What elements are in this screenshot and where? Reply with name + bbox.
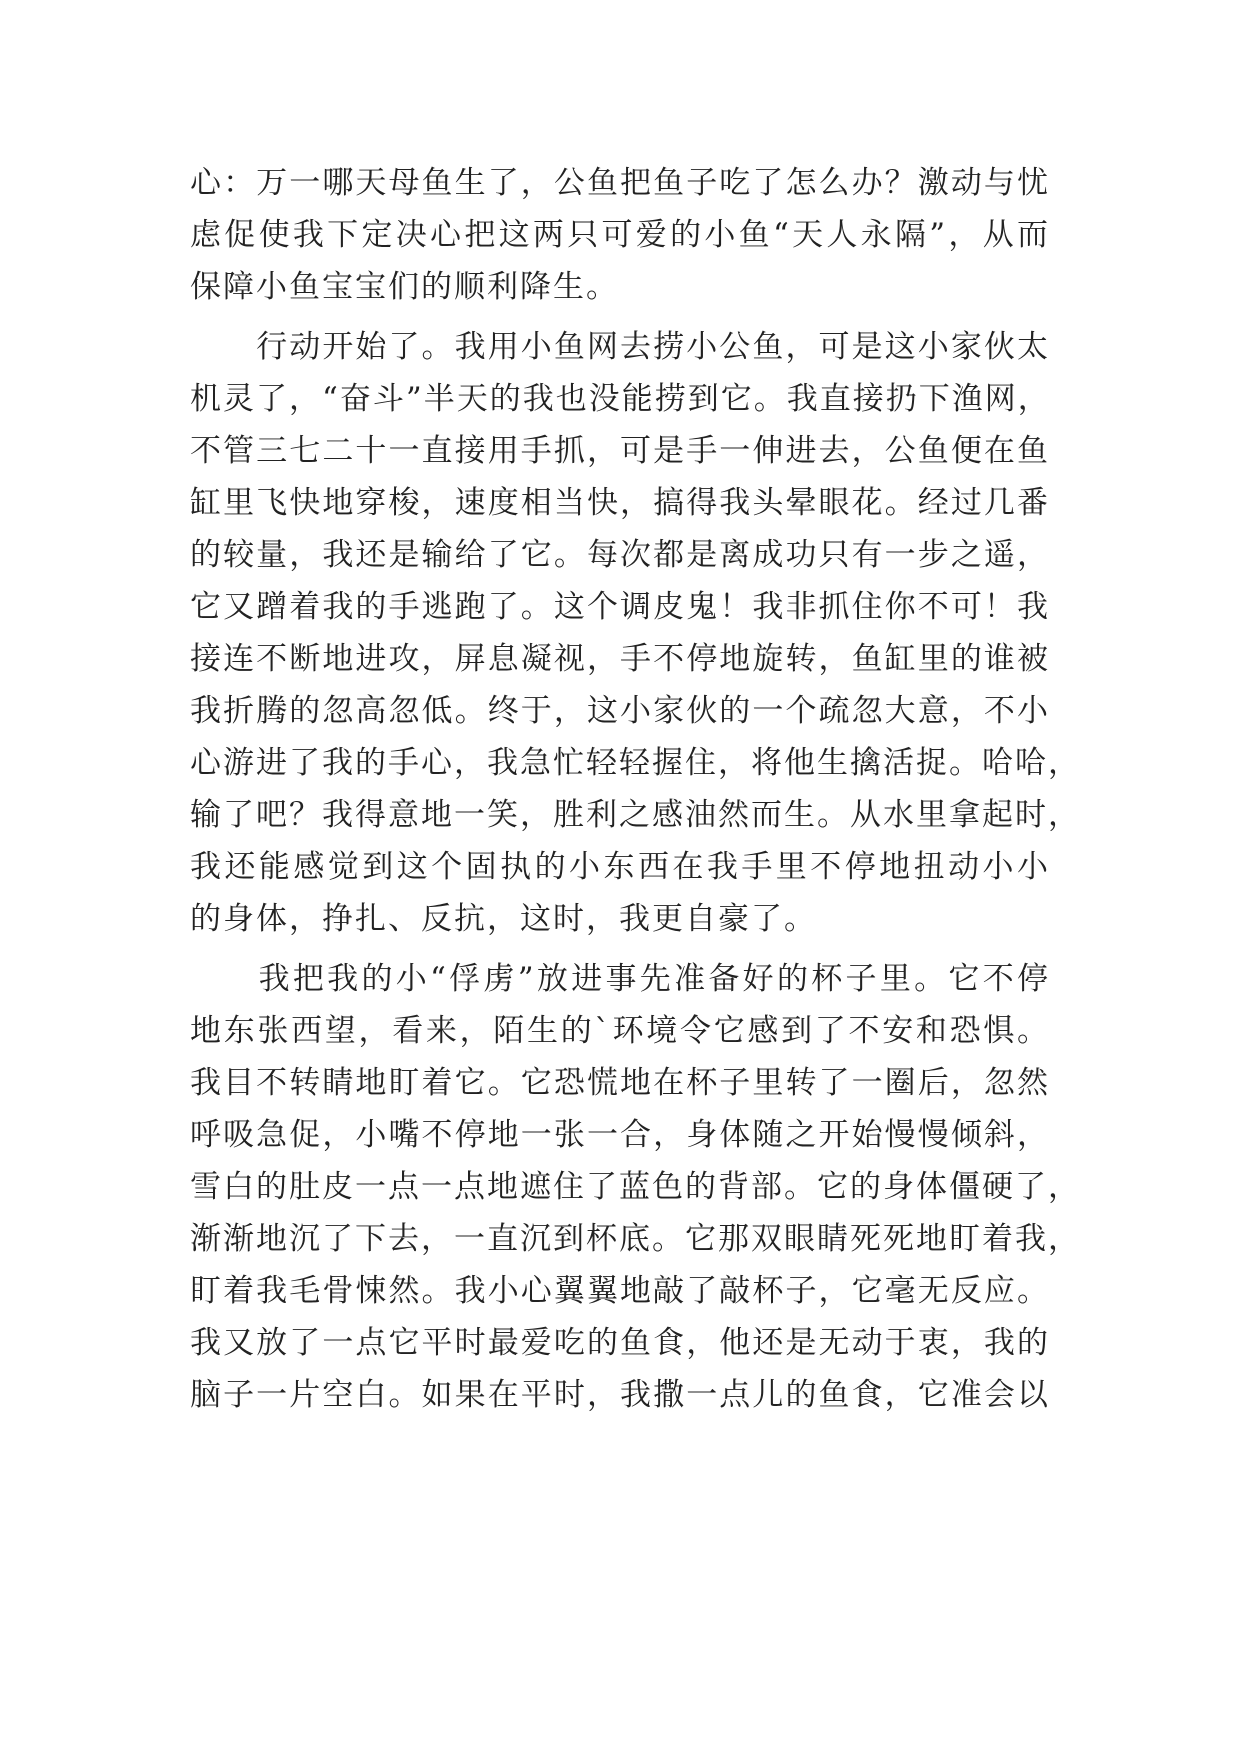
text-line: 虑促使我下定决心把这两只可爱的小鱼“天人永隔”，从而 <box>190 217 1050 253</box>
text-line: 我还能感觉到这个固执的小东西在我手里不停地扭动小小 <box>190 849 1050 885</box>
paragraph-first-line: 行动开始了。我用小鱼网去捞小公鱼，可是这小家伙太 <box>190 329 1050 365</box>
text-line: 我目不转睛地盯着它。它恐慌地在杯子里转了一圈后，忽然 <box>190 1065 1050 1101</box>
text-line: 我又放了一点它平时最爱吃的鱼食，他还是无动于衷，我的 <box>190 1325 1050 1361</box>
text-line: 心游进了我的手心，我急忙轻轻握住，将他生擒活捉。哈哈， <box>190 745 1081 781</box>
text-line: 不管三七二十一直接用手抓，可是手一伸进去，公鱼便在鱼 <box>190 433 1050 469</box>
text-line: 的较量，我还是输给了它。每次都是离成功只有一步之遥， <box>190 537 1050 573</box>
text-line: 雪白的肚皮一点一点地遮住了蓝色的背部。它的身体僵硬了， <box>190 1169 1081 1205</box>
text-line: 的身体，挣扎、反抗，这时，我更自豪了。 <box>190 901 817 937</box>
text-line: 盯着我毛骨悚然。我小心翼翼地敲了敲杯子，它毫无反应。 <box>190 1273 1050 1309</box>
body-text <box>190 157 1081 1421</box>
text-line: 心：万一哪天母鱼生了，公鱼把鱼子吃了怎么办？激动与忧 <box>190 165 1050 201</box>
text-line: 呼吸急促，小嘴不停地一张一合，身体随之开始慢慢倾斜， <box>190 1117 1050 1153</box>
text-line: 保障小鱼宝宝们的顺利降生。 <box>190 269 619 305</box>
text-line: 脑子一片空白。如果在平时，我撒一点儿的鱼食，它准会以 <box>190 1377 1050 1413</box>
text-line: 缸里飞快地穿梭，速度相当快，搞得我头晕眼花。经过几番 <box>190 485 1050 521</box>
text-line: 渐渐地沉了下去，一直沉到杯底。它那双眼睛死死地盯着我， <box>190 1221 1081 1257</box>
paragraph-first-line: 我把我的小“俘虏”放进事先准备好的杯子里。它不停 <box>190 961 1050 997</box>
text-line: 输了吧？我得意地一笑，胜利之感油然而生。从水里拿起时， <box>190 797 1081 833</box>
text-line: 它又蹭着我的手逃跑了。这个调皮鬼！我非抓住你不可！我 <box>190 589 1050 625</box>
text-line: 我折腾的忽高忽低。终于，这小家伙的一个疏忽大意，不小 <box>190 693 1050 729</box>
text-line: 机灵了，“奋斗”半天的我也没能捞到它。我直接扔下渔网， <box>190 381 1051 417</box>
text-line: 接连不断地进攻，屏息凝视，手不停地旋转，鱼缸里的谁被 <box>190 641 1050 677</box>
text-line: 地东张西望，看来，陌生的`环境令它感到了不安和恐惧。 <box>190 1013 1050 1049</box>
